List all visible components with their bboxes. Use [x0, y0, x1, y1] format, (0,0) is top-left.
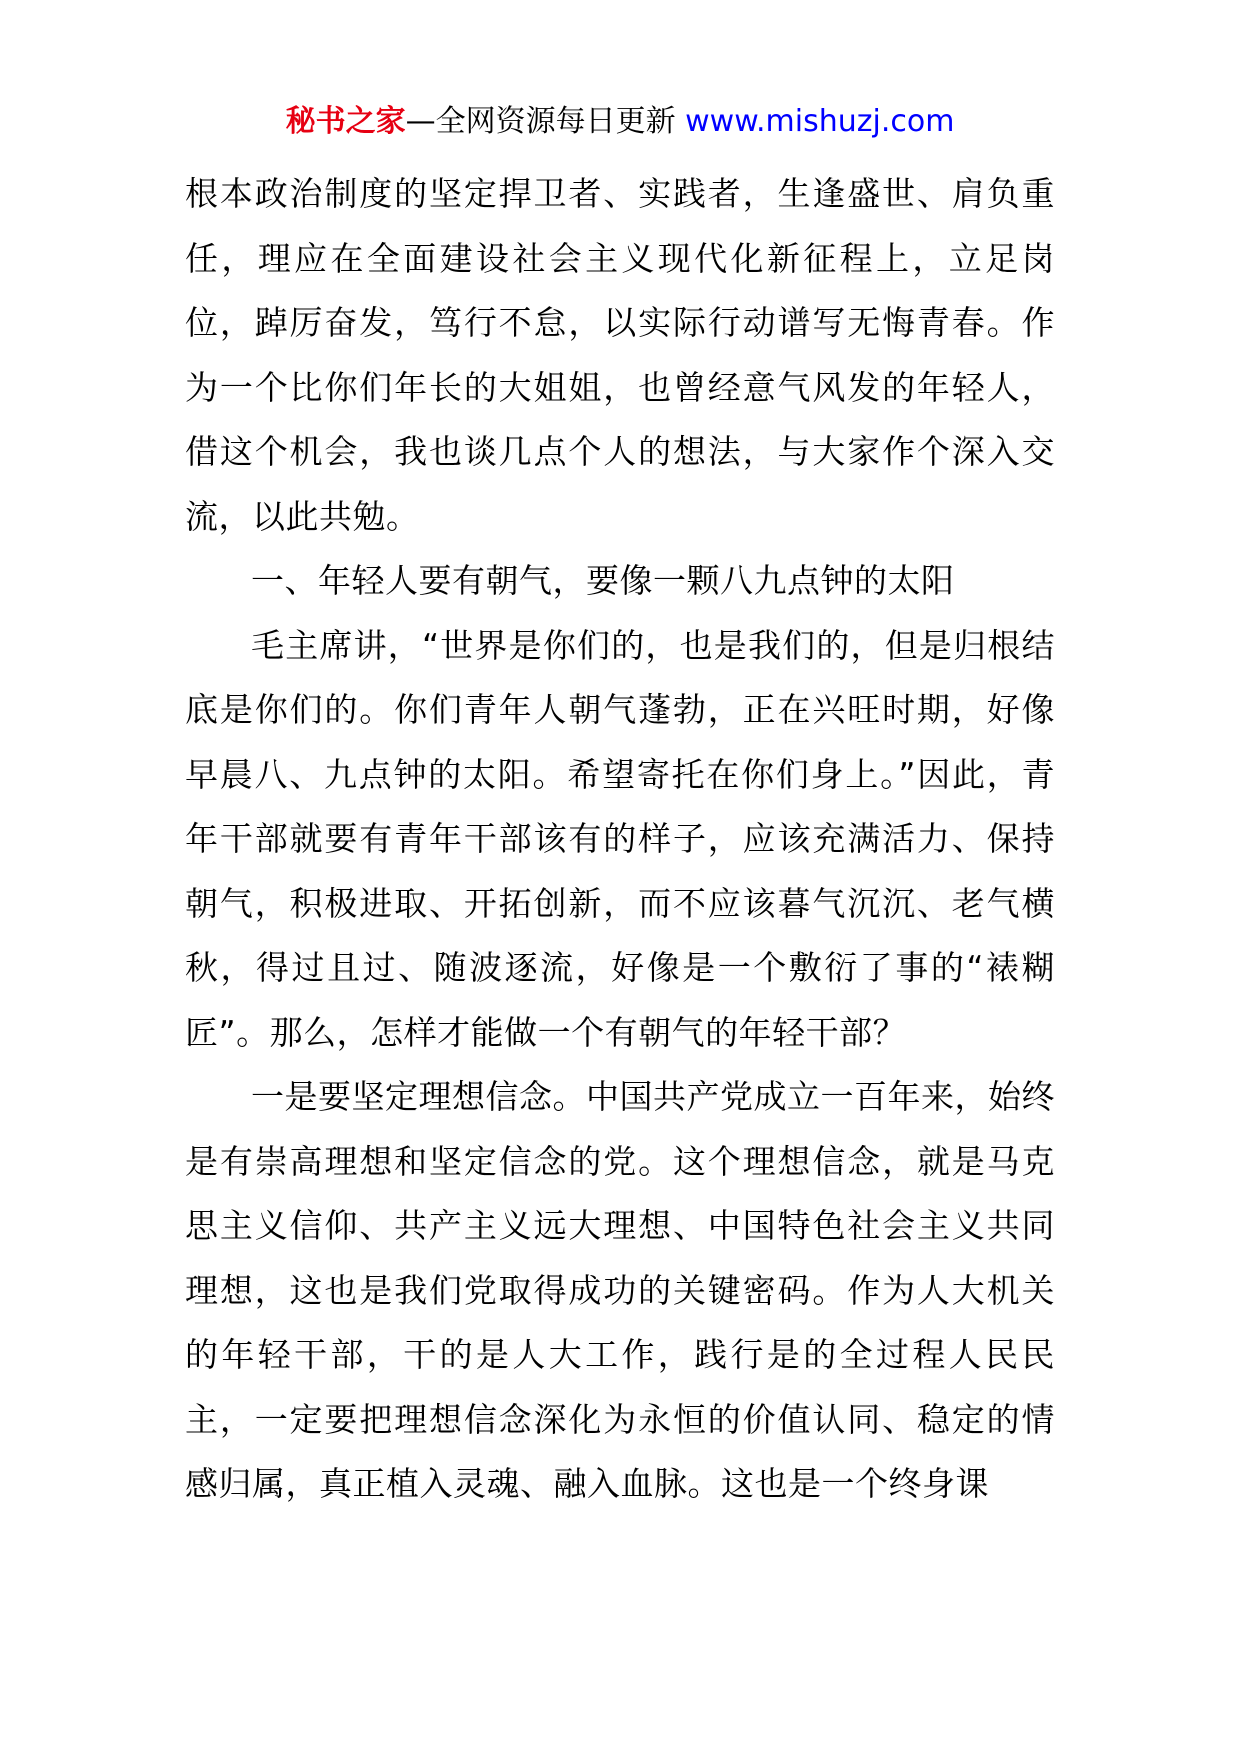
section-heading: 一、年轻人要有朝气，要像一颗八九点钟的太阳	[251, 561, 955, 600]
site-url-link[interactable]: www.mishuzj.com	[685, 104, 955, 139]
document-body	[185, 162, 1055, 1517]
paragraph: 毛主席讲，“世界是你们的，也是我们的，但是归根结底是你们的。你们青年人朝气蓬勃，正在兴旺时期，好像早晨八、九点钟的太阳。希望寄托在你们身上。”因此，青年干部就要有青年干部该有的样子，应该充满活力、保持朝气，积极进取、开拓创新，而不应该暮气沉沉、老气横秋，得过且过、随波逐流，好像是一个敷衍了事的“裱糊匠”。那么，怎样才能做一个有朝气的年轻干部？	[185, 625, 1055, 1052]
paragraph: 一是要坚定理想信念。中国共产党成立一百年来，始终是有崇高理想和坚定信念的党。这个理想信念，就是马克思主义信仰、共产主义远大理想、中国特色社会主义共同理想，这也是我们党取得成功的关键密码。作为人大机关的年轻干部，干的是人大工作，践行是的全过程人民民主，一定要把理想信念深化为永恒的价值认同、稳定的情感归属，真正植入灵魂、融入血脉。这也是一个终身课	[185, 1077, 1055, 1503]
header-slogan: —全网资源每日更新	[405, 104, 686, 139]
page-header	[0, 100, 1240, 144]
brand-name: 秘书之家	[285, 104, 406, 139]
paragraph-continued: 根本政治制度的坚定捍卫者、实践者，生逢盛世、肩负重任，理应在全面建设社会主义现代化新征程上，立足岗位，踔厉奋发，笃行不怠，以实际行动谱写无悔青春。作为一个比你们年长的大姐姐，也曾经意气风发的年轻人，借这个机会，我也谈几点个人的想法，与大家作个深入交流，以此共勉。	[185, 174, 1055, 536]
